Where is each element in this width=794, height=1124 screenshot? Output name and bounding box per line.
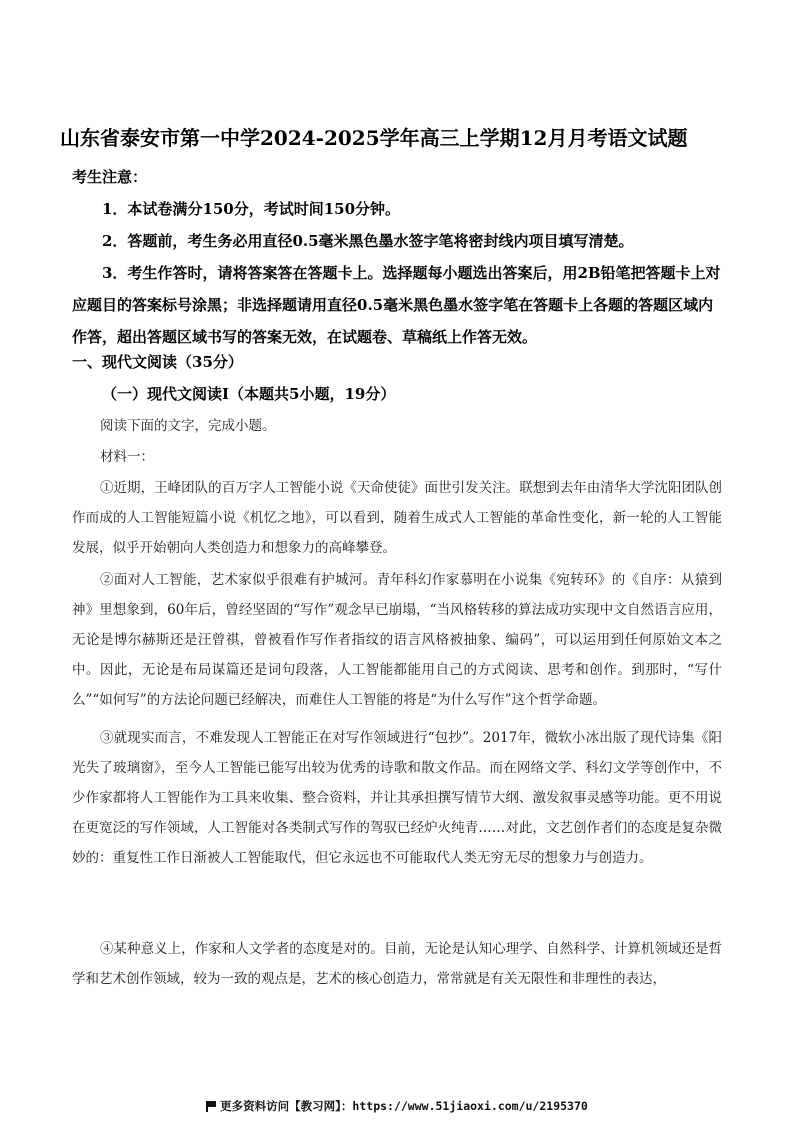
subsection-heading-reading-1: （一）现代文阅读Ⅰ（本题共5小题，19分） [102,385,396,403]
exam-title: 山东省泰安市第一中学2024-2025学年高三上学期12月月考语文试题 [60,126,688,150]
paragraph-2: ②面对人工智能，艺术家似乎很难有护城河。青年科幻作家慕明在小说集《宛转环》的《自序：从猿到神》里想象到，60年后，曾经坚固的“写作”观念早已崩塌，“当风格转移的算法成功实现中文自然语言应用，无论是博尔赫斯还是汪曾祺，曾被看作写作者指纹的语言风格被抽象、编码”，可以运用到任何原始文本之中。因此，无论是布局谋篇还是词句段落，人工智能都能用自己的方式阅读、思考和创作。到那时，“写什么”“如何写”的方法论问题已经解决，而难住人工智能的将是“为什么写作”这个哲学命题。 [72,572,722,708]
paragraph-4: ④某种意义上，作家和人文学者的态度是对的。目前，无论是认知心理学、自然科学、计算机领域还是哲学和艺术创作领域，较为一致的观点是，艺术的核心创造力，常常就是有关无限性和非理性的表达， [72,941,722,987]
notice-item-3: 3．考生作答时，请将答案答在答题卡上。选择题每小题选出答案后，用2B铅笔把答题卡上对应题目的答案标号涂黑；非选择题请用直径0.5毫米黑色墨水签字笔在答题卡上各题的答题区域内作答，超出答题区域书写的答案无效，在试题卷、草稿纸上作答无效。 [72,264,721,346]
notice-item-1: 1．本试卷满分150分，考试时间150分钟。 [102,200,401,218]
material-label: 材料一： [100,449,154,465]
paragraph-1: ①近期，王峰团队的百万字人工智能小说《天命使徒》面世引发关注。联想到去年由清华大学沈阳团队创作而成的人工智能短篇小说《机忆之地》，可以看到，随着生成式人工智能的革命性变化，新一轮的人工智能发展，似乎开始朝向人类创造力和想象力的高峰攀登。 [72,480,722,556]
footer-link[interactable] [0,1098,794,1114]
notice-heading: 考生注意： [72,168,148,186]
paragraph-3: ③就现实而言，不难发现人工智能正在对写作领域进行“包抄”。2017年，微软小冰出版了现代诗集《阳光失了玻璃窗》，至今人工智能已能写出较为优秀的诗歌和散文作品。而在网络文学、科幻文学等创作中，不少作家都将人工智能作为工具来收集、整合资料，并让其承担撰写情节大纲、激发叙事灵感等功能。更不用说在更宽泛的写作领域，人工智能对各类制式写作的驾驭已经炉火纯青……对此，文艺创作者们的态度是复杂微妙的：重复性工作日渐被人工智能取代，但它永远也不可能取代人类无穷无尽的想象力与创造力。 [72,730,722,866]
notice-item-2: 2．答题前，考生务必用直径0.5毫米黑色墨水签字笔将密封线内项目填写清楚。 [102,232,634,250]
section-heading-reading: 一、现代文阅读（35分） [72,353,243,371]
footer-text[interactable]: 更多资料访问【教习网】：https://www.51jiaoxi.com/u/2195370 [220,1099,588,1113]
reading-instruction: 阅读下面的文字，完成小题。 [100,418,276,434]
flag-icon [206,1101,216,1111]
